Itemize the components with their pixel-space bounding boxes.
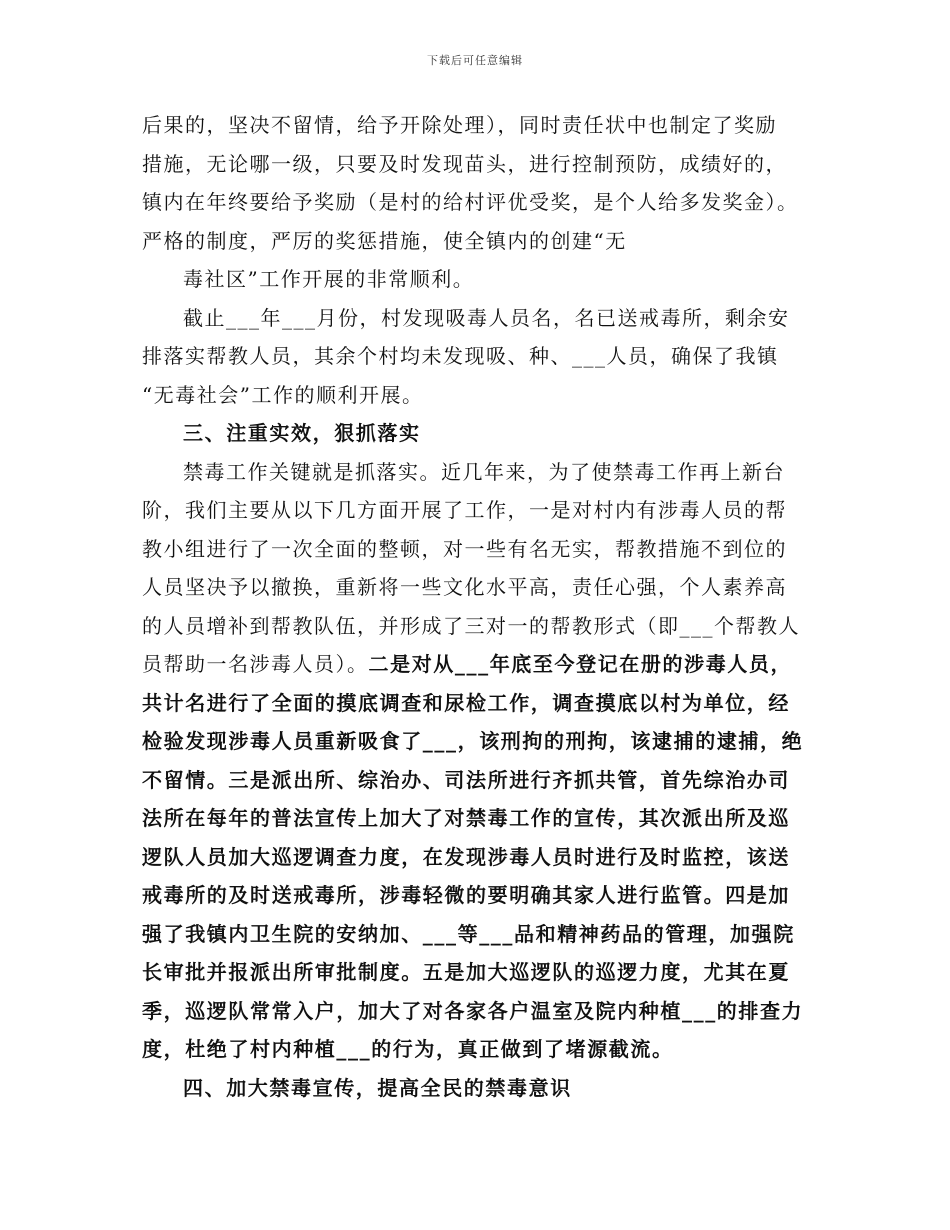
text-line: 人员坚决予以撤换，重新将一些文化水平高，责任心强，个人素养高	[142, 575, 787, 599]
text-line: 逻队人员加大巡逻调查力度，在发现涉毒人员时进行及时监控，该送	[142, 844, 790, 869]
text-line: 共计名进行了全面的摸底调查和尿检工作，调查摸底以村为单位，经	[142, 690, 790, 715]
text-line: 镇内在年终要给予奖励（是村的给村评优受奖，是个人给多发奖金）。	[142, 190, 799, 214]
text-line: 排落实帮教人员，其余个村均未发现吸、种、___人员，确保了我镇	[142, 344, 779, 368]
text-line: “无毒社会”工作的顺利开展。	[142, 382, 424, 407]
text-line: 季，巡逻队常常入户，加大了对各家各户温室及院内种植___的排查力	[142, 998, 804, 1023]
text-line: 的人员增补到帮教队伍，并形成了三对一的帮教形式（即___个帮教人	[142, 613, 800, 638]
text-line: 强了我镇内卫生院的安纳加、___等___品和精神药品的管理，加强院	[142, 921, 795, 946]
text-line: 度，杜绝了村内种植___的行为，真正做到了堵源截流。	[142, 1037, 674, 1061]
text-line: 截止___年___月份，村发现吸毒人员名，名已送戒毒所，剩余安	[183, 305, 790, 330]
text-line: 三、注重实效，狠抓落实	[183, 421, 421, 445]
text-line: 后果的，坚决不留情，给予开除处理），同时责任状中也制定了奖励	[142, 113, 777, 137]
text-line-strong: 二是对从___年底至今登记在册的涉毒人员，	[368, 652, 793, 676]
text-line: 长审批并报派出所审批制度。五是加大巡逻队的巡逻力度，尤其在夏	[142, 960, 790, 984]
text-line: 毒社区”工作开展的非常顺利。	[183, 267, 475, 291]
text-line: 措施，无论哪一级，只要及时发现苗头，进行控制预防，成绩好的，	[142, 151, 787, 176]
text-line: 禁毒工作关键就是抓落实。近几年来，为了使禁毒工作再上新台	[183, 459, 785, 484]
text-line: 检验发现涉毒人员重新吸食了___，该刑拘的刑拘，该逮捕的逮捕，绝	[142, 729, 804, 753]
text-line: 四、加大禁毒宣传，提高全民的禁毒意识	[183, 1075, 572, 1100]
header-note: 下载后可任意编辑	[427, 54, 523, 67]
text-line	[142, 645, 822, 684]
text-line: 严格的制度，严厉的奖惩措施，使全镇内的创建“无	[142, 228, 627, 253]
text-line: 不留情。三是派出所、综治办、司法所进行齐抓共管，首先综治办司	[142, 767, 790, 792]
text-line: 教小组进行了一次全面的整顿，对一些有名无实，帮教措施不到位的	[142, 536, 787, 561]
document-body	[142, 106, 822, 1107]
text-line: 阶，我们主要从以下几方面开展了工作，一是对村内有涉毒人员的帮	[142, 498, 787, 522]
text-line: 法所在每年的普法宣传上加大了对禁毒工作的宣传，其次派出所及巡	[142, 806, 790, 830]
text-line: 戒毒所的及时送戒毒所，涉毒轻微的要明确其家人进行监管。四是加	[142, 883, 790, 907]
text-line-plain: 员帮助一名涉毒人员）。	[142, 652, 369, 676]
